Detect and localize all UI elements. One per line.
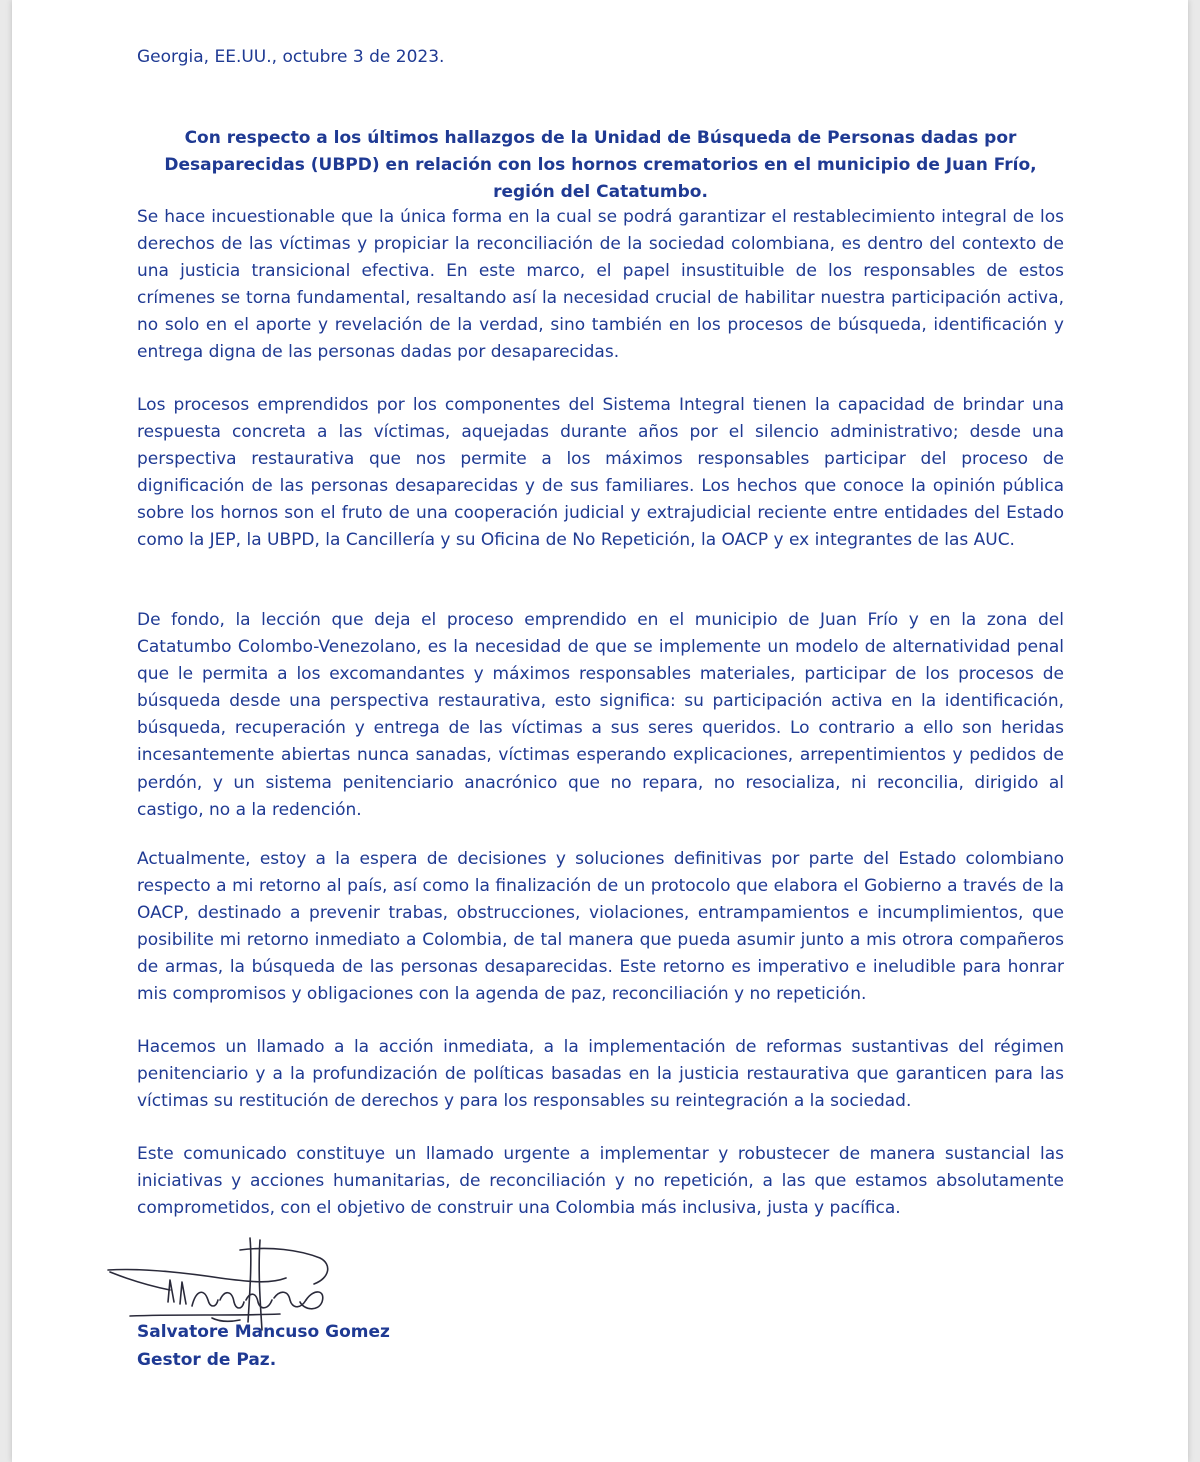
paragraph-5: Hacemos un llamado a la acción inmediata, a la implementación de reformas sustantivas del régimen penitenciario y a la profundización de políticas basadas en la justicia restaurativa que garanticen para las víctimas su restitución de derechos y para los responsables su reintegración a la sociedad. xyxy=(137,1037,1064,1112)
letter-title: Con respecto a los últimos hallazgos de la Unidad de Búsqueda de Personas dadas por Desaparecidas (UBPD) en relación con los hornos crematorios en el municipio de Juan Frío, región del Catatumbo. xyxy=(164,128,1037,202)
paragraph-3: De fondo, la lección que deja el proceso emprendido en el municipio de Juan Frío y en la zona del Catatumbo Colombo-Venezolano, es la necesidad de que se implemente un modelo de alternatividad penal que le permita a los excomandantes y máximos responsables materiales, participar de los procesos de búsqueda desde una perspectiva restaurativa, esto significa: su participación activa en la identificación, búsqueda, recuperación y entrega de las víctimas a sus seres queridos. Lo contrario a ello son heridas incesantemente abiertas nunca sanadas, víctimas esperando explicaciones, arrepentimientos y pedidos de perdón, y un sistema penitenciario anacrónico que no repara, no resocializa, ni reconcilia, dirigido al castigo, no a la redención. xyxy=(137,610,1064,820)
date-line: Georgia, EE.UU., octubre 3 de 2023. xyxy=(137,47,445,67)
paragraph-2: Los procesos emprendidos por los componentes del Sistema Integral tienen la capacidad de brindar una respuesta concreta a las víctimas, aquejadas durante años por el silencio administrativo; desde una perspectiva restaurativa que nos permite a los máximos responsables participar del proceso de dignificación de las personas desaparecidas y de sus familiares. Los hechos que conoce la opinión pública sobre los hornos son el fruto de una cooperación judicial y extrajudicial reciente entre entidades del Estado como la JEP, la UBPD, la Cancillería y su Oficina de No Repetición, la OACP y ex integrantes de las AUC. xyxy=(137,395,1064,551)
signatory-role: Gestor de Paz. xyxy=(137,1350,277,1370)
paragraph-4: Actualmente, estoy a la espera de decisiones y soluciones definitivas por parte del Estado colombiano respecto a mi retorno al país, así como la finalización de un protocolo que elabora el Gobierno a través de la OACP, destinado a prevenir trabas, obstrucciones, violaciones, entrampamientos e incumplimientos, que posibilite mi retorno inmediato a Colombia, de tal manera que pueda asumir junto a mis otrora compañeros de armas, la búsqueda de las personas desaparecidas. Este retorno es imperativo e ineludible para honrar mis compromisos y obligaciones con la agenda de paz, reconciliación y no repetición. xyxy=(137,849,1064,1005)
paragraph-1: Se hace incuestionable que la única forma en la cual se podrá garantizar el restablecimiento integral de los derechos de las víctimas y propiciar la reconciliación de la sociedad colombiana, es dentro del contexto de una justicia transicional efectiva. En este marco, el papel insustituible de los responsables de estos crímenes se torna fundamental, resaltando así la necesidad crucial de habilitar nuestra participación activa, no solo en el aporte y revelación de la verdad, sino también en los procesos de búsqueda, identificación y entrega digna de las personas dadas por desaparecidas. xyxy=(137,207,1064,363)
signatory-name: Salvatore Mancuso Gomez xyxy=(137,1322,390,1342)
letter-page xyxy=(12,0,1188,1462)
paragraph-6: Este comunicado constituye un llamado urgente a implementar y robustecer de manera sustancial las iniciativas y acciones humanitarias, de reconciliación y no repetición, a las que estamos absolutamente comprometidos, con el objetivo de construir una Colombia más inclusiva, justa y pacífica. xyxy=(137,1144,1064,1219)
